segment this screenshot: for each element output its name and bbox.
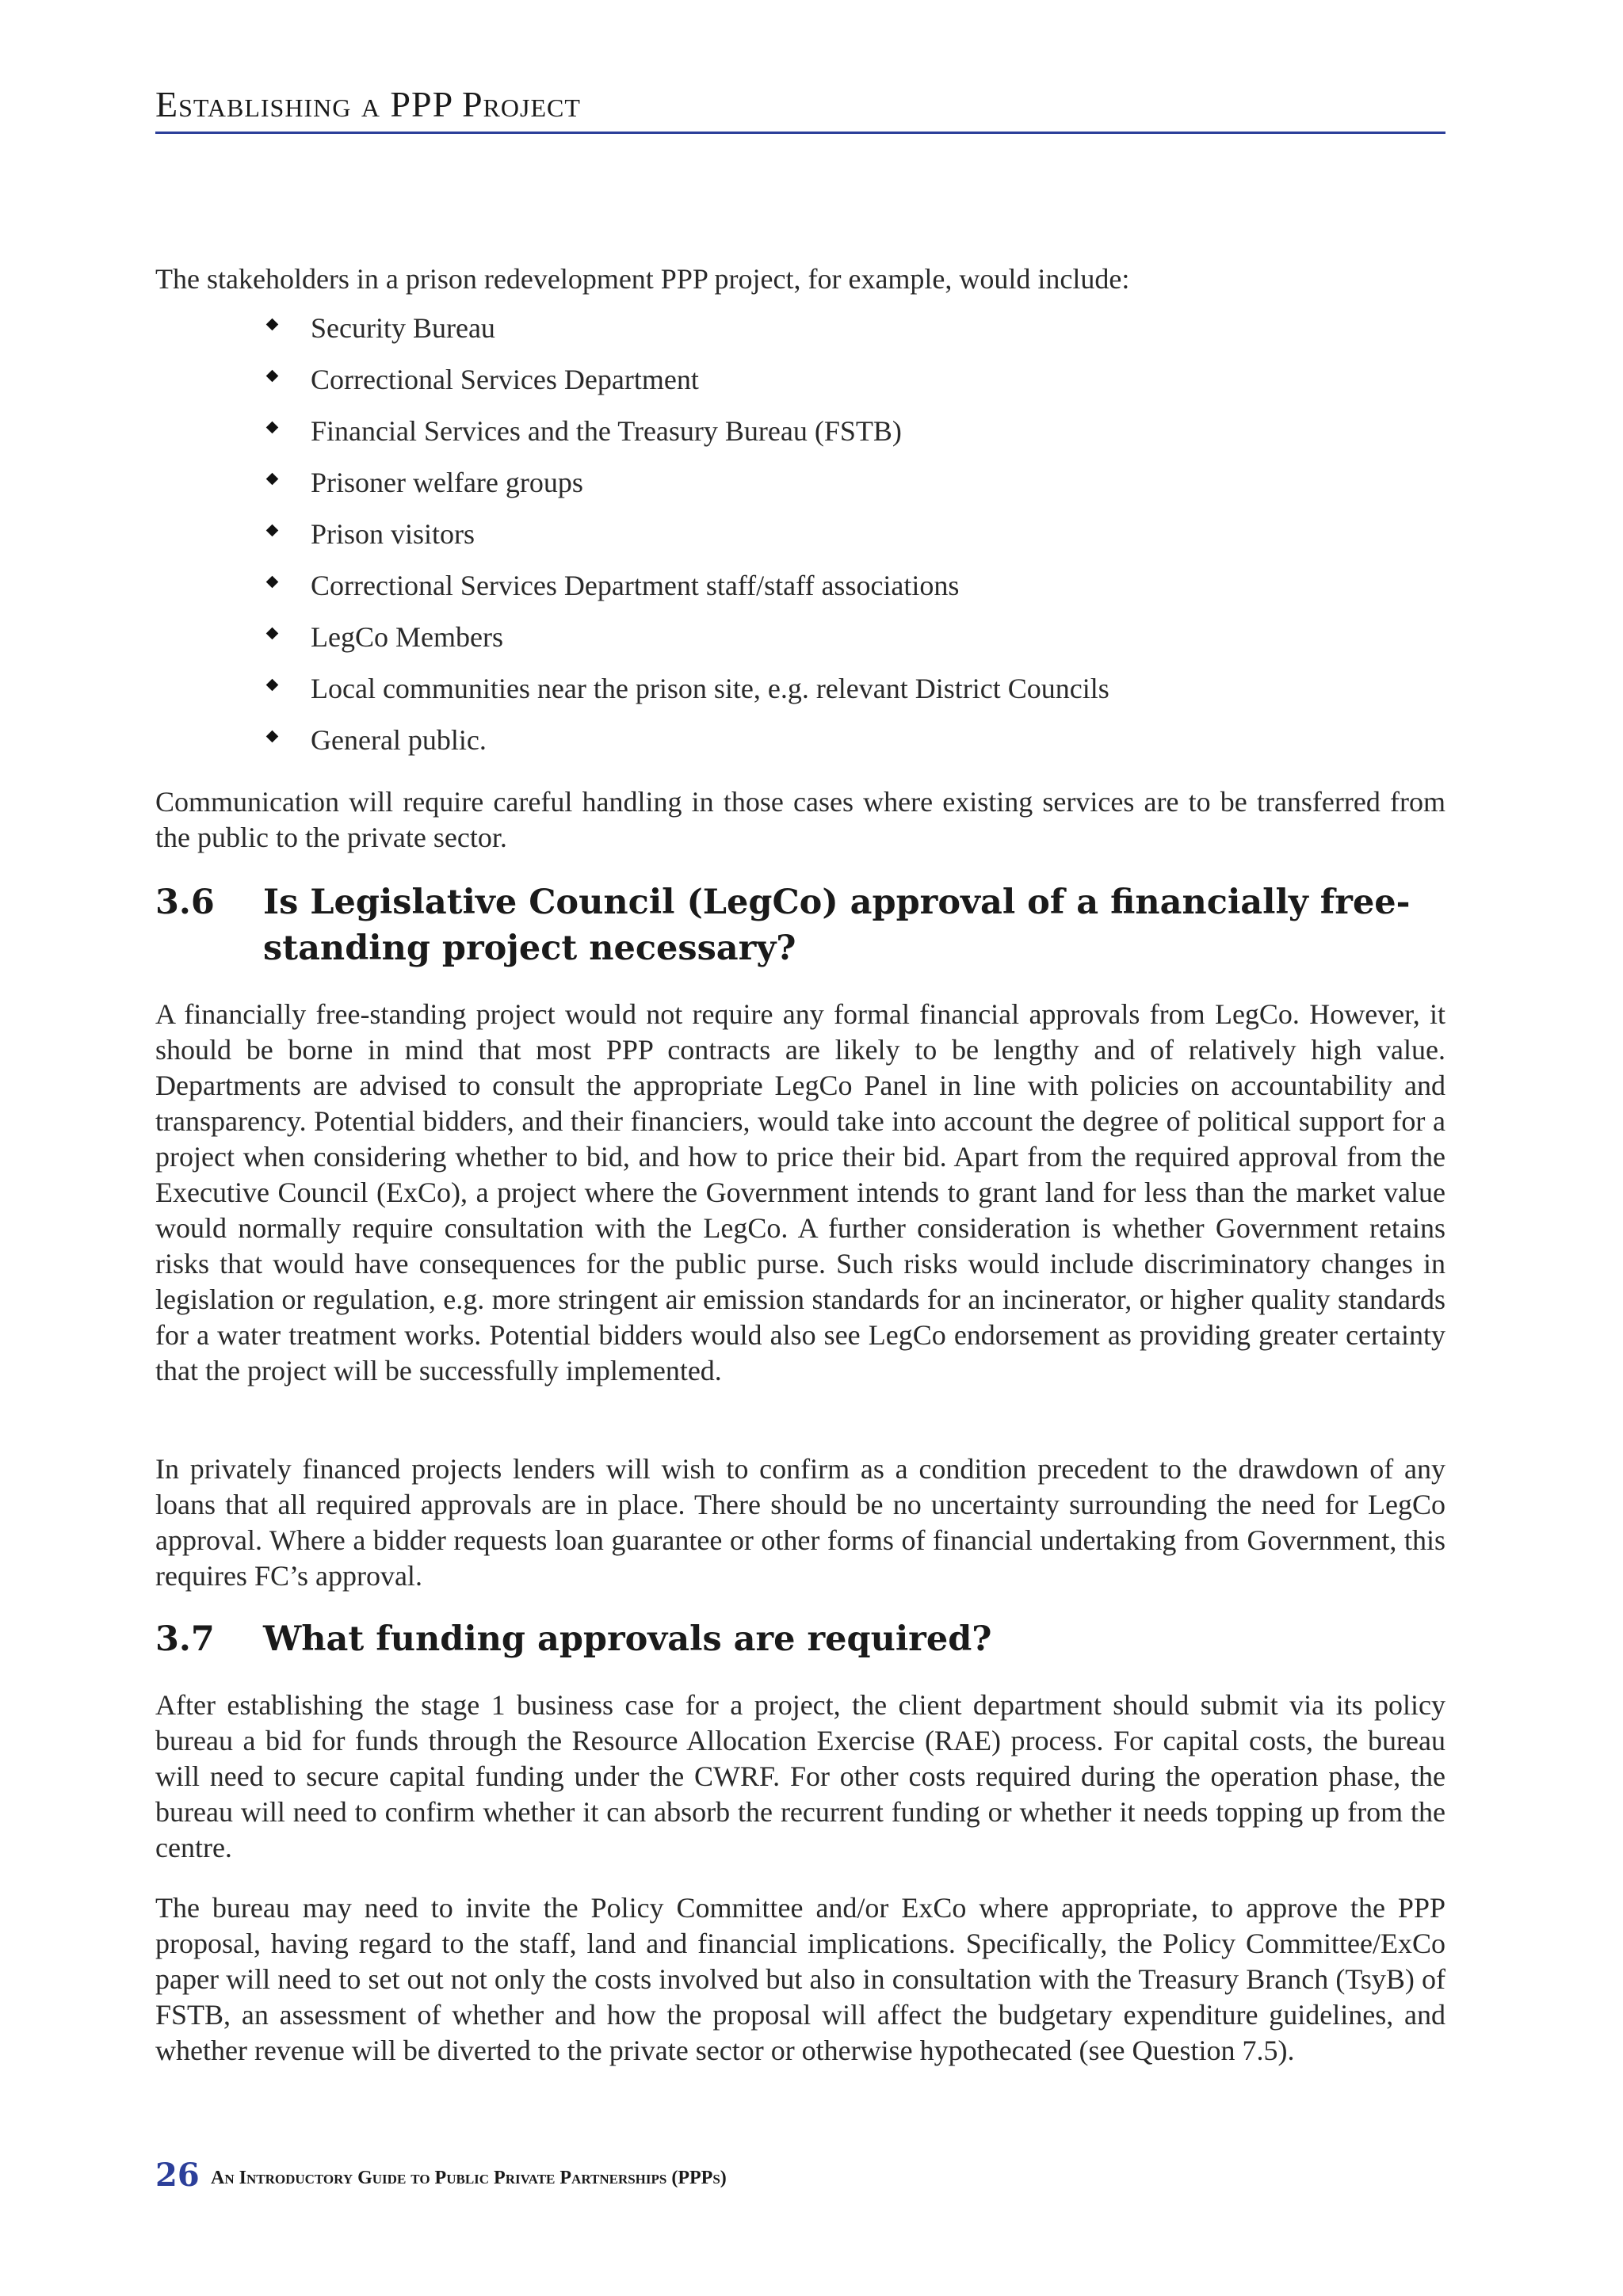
bullet-diamond-icon (266, 524, 279, 537)
running-header (155, 79, 1445, 134)
section-heading-3-7 (155, 1616, 1445, 1662)
section-3-6-paragraph-1: A financially free-standing project would not require any formal financial approvals from LegCo. However, it should be borne in mind that most PPP contracts are likely to be lengthy and of relatively high value. Departments are advised to consult the appropriate LegCo Panel in line with policies on accountability and transparency. Potential bidders, and their financiers, would take into account the degree of political support for a project when considering whether to bid, and how to price their bid. Apart from the required approval from the Executive Council (ExCo), a project where the Government intends to grant land for less than the market value would normally require consultation with the LegCo. A further consideration is whether Government retains risks that would have consequences for the public purse. Such risks would include discriminatory changes in legislation or regulation, e.g. more stringent air emission standards for an incinerator, or higher quality standards for a water treatment works. Potential bidders would also see LegCo endorsement as providing greater certainty that the project will be successfully implemented. (155, 998, 1445, 1386)
list-item-text: Correctional Services Department (311, 364, 699, 395)
section-heading-3-6 (155, 879, 1445, 971)
list-item (266, 671, 1376, 723)
list-item-text: Security Bureau (311, 312, 495, 344)
chapter-title: Establishing a PPP Project (155, 84, 581, 124)
page-number: 26 (155, 2157, 200, 2194)
list-item-text: Local communities near the prison site, e.g. relevant District Councils (311, 673, 1109, 704)
list-item-text: Prison visitors (311, 518, 475, 550)
communication-paragraph: Communication will require careful handling in those cases where existing services are to be transferred from the public to the private sector. (155, 786, 1445, 853)
bullet-diamond-icon (266, 679, 279, 692)
bullet-diamond-icon (266, 730, 279, 743)
section-3-6-paragraph-2: In privately financed projects lenders will wish to confirm as a condition precedent to the drawdown of any loans that all required approvals are in place. There should be no uncertainty surrounding the need for LegCo approval. Where a bidder requests loan guarantee or other forms of financial undertaking from Government, this requires FC’s approval. (155, 1453, 1445, 1592)
list-item-text: Correctional Services Department staff/staff associations (311, 570, 960, 601)
list-item-text: General public. (311, 724, 487, 756)
section-number: 3.6 (155, 883, 215, 922)
bullet-diamond-icon (266, 473, 279, 486)
list-item (266, 517, 1376, 568)
document-page (155, 0, 1445, 2296)
list-item-text: Prisoner welfare groups (311, 467, 583, 498)
bullet-diamond-icon (266, 370, 279, 383)
stakeholder-list (266, 311, 1376, 774)
list-item (266, 465, 1376, 517)
intro-paragraph: The stakeholders in a prison redevelopment PPP project, for example, would include: (155, 263, 1130, 295)
section-title: What funding approvals are required? (263, 1619, 992, 1659)
publication-title: An Introductory Guide to Public Private Partnerships (PPPs) (211, 2168, 727, 2188)
list-item (266, 362, 1376, 414)
bullet-diamond-icon (266, 576, 279, 589)
list-item (266, 620, 1376, 671)
list-item (266, 414, 1376, 465)
list-item (266, 723, 1376, 774)
list-item-text: LegCo Members (311, 621, 503, 653)
bullet-diamond-icon (266, 421, 279, 434)
list-item-text: Financial Services and the Treasury Bureau (FSTB) (311, 415, 902, 447)
list-item (266, 568, 1376, 620)
section-title: Is Legislative Council (LegCo) approval of a financially free-standing project necessary? (263, 883, 1411, 968)
list-item (266, 311, 1376, 362)
section-number: 3.7 (155, 1619, 215, 1659)
page-footer (155, 2157, 1445, 2196)
bullet-diamond-icon (266, 627, 279, 640)
bullet-diamond-icon (266, 318, 279, 331)
section-3-7-paragraph-2: The bureau may need to invite the Policy Committee and/or ExCo where appropriate, to approve the PPP proposal, having regard to the staff, land and financial implications. Specifically, the Policy Committee/ExCo paper will need to set out not only the costs involved but also in consultation with the Treasury Branch (TsyB) of FSTB, an assessment of whether and how the proposal will affect the budgetary expenditure guidelines, and whether revenue will be diverted to the private sector or otherwise hypothecated (see Question 7.5). (155, 1892, 1445, 2066)
section-3-7-paragraph-1: After establishing the stage 1 business case for a project, the client department should submit via its policy bureau a bid for funds through the Resource Allocation Exercise (RAE) process. For capital costs, the bureau will need to secure capital funding under the CWRF. For other costs required during the operation phase, the bureau will need to confirm whether it can absorb the recurrent funding or whether it needs topping up from the centre. (155, 1689, 1445, 1863)
